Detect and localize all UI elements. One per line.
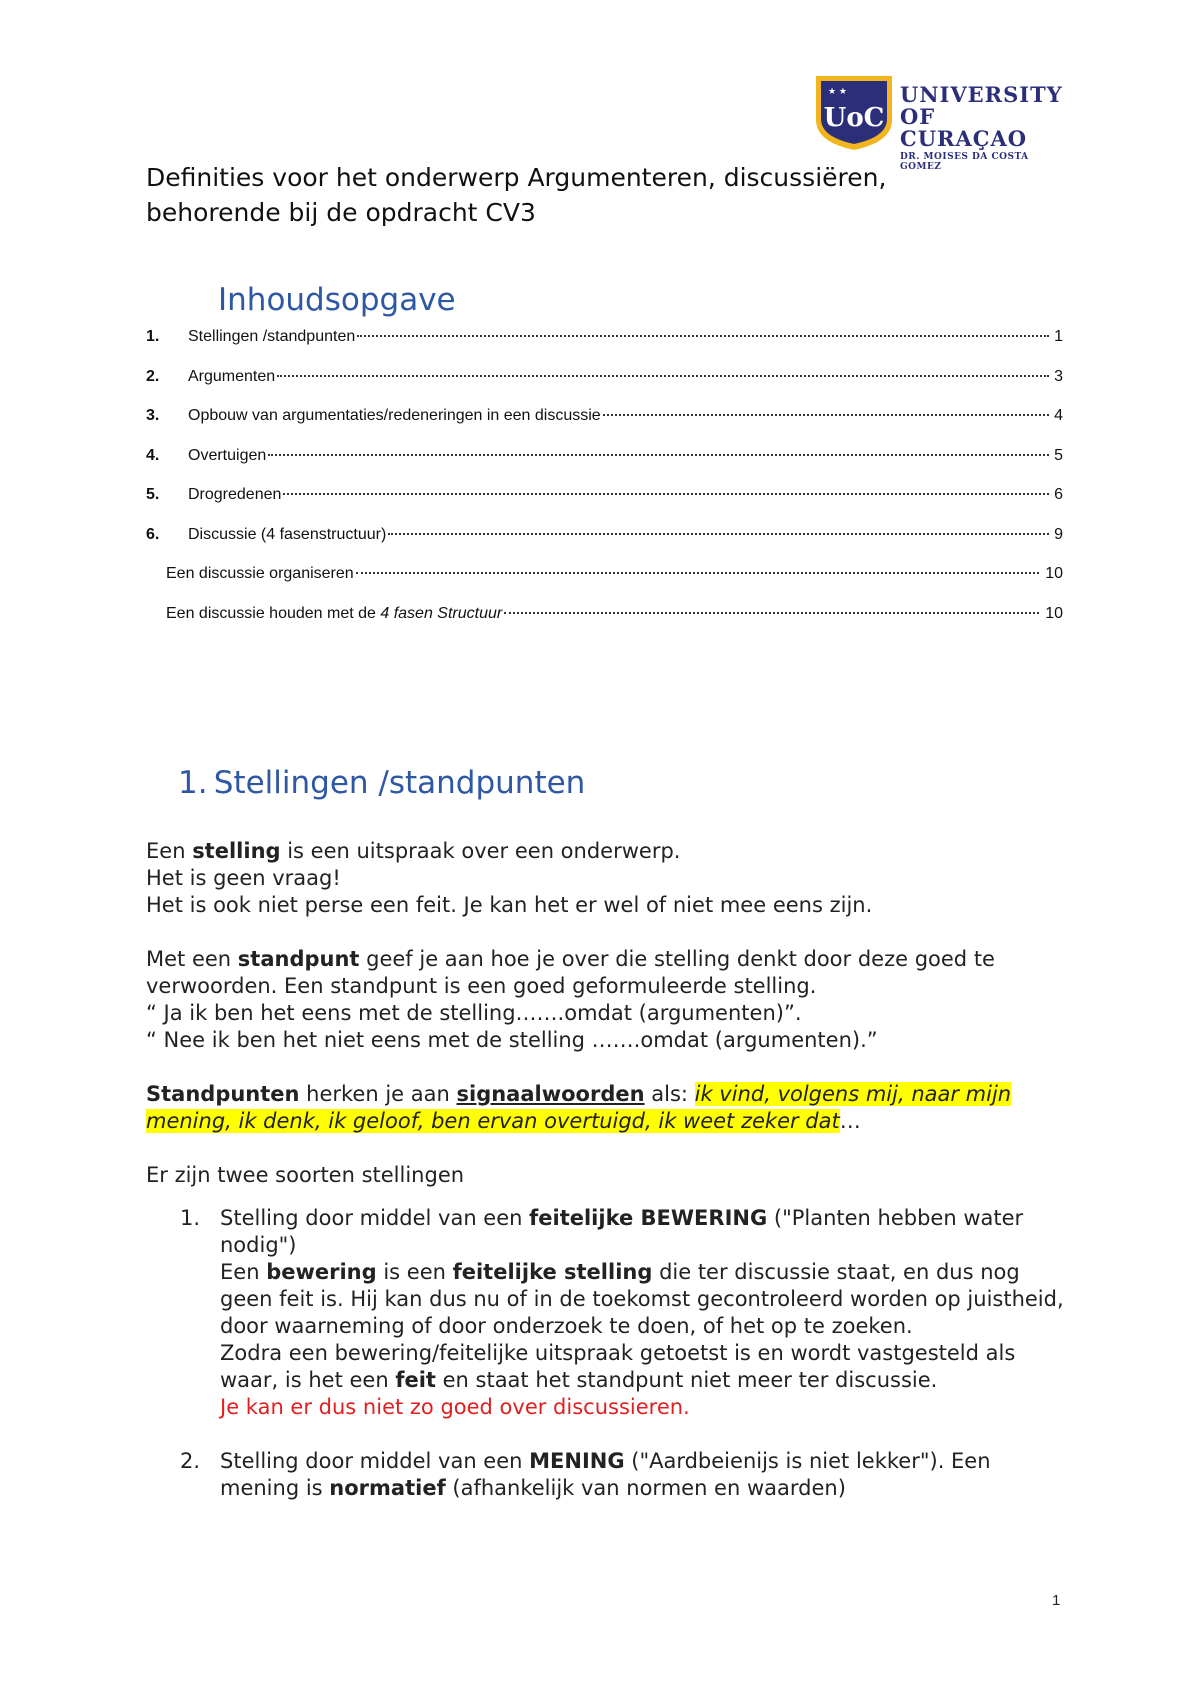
red-note: Je kan er dus niet zo goed over discussieren. <box>220 1395 690 1419</box>
toc-subentry[interactable]: Een discussie houden met de 4 fasen Structuur 10 <box>166 604 1063 622</box>
logo-line-namesake: DR. MOISES DA COSTA GOMEZ <box>900 152 1029 172</box>
section-heading: 1. Stellingen /standpunten <box>178 765 586 801</box>
paragraph: Standpunten herken je aan signaalwoorden als: ik vind, volgens mij, naar mijn mening, ik denk, ik geloof, ben ervan overtuigd, ik weet zeker dat… <box>146 1082 1012 1133</box>
toc-heading: Inhoudsopgave <box>218 282 456 318</box>
toc-entry[interactable]: 4. Overtuigen 5 <box>146 446 1063 464</box>
toc-entry[interactable]: 1. Stellingen /standpunten 1 <box>146 328 1063 345</box>
logo-line-curacao: OF CURAÇAO <box>900 104 1028 151</box>
highlighted-signal-words: ik vind, volgens mij, naar mijn mening, ik denk, ik geloof, ben ervan overtuigd, ik weet zeker dat <box>146 1082 1012 1133</box>
toc-entry[interactable]: 5. Drogredenen 6 <box>146 486 1063 503</box>
toc-entry[interactable]: 2. Argumenten 3 <box>146 367 1063 385</box>
page-number: 1 <box>1052 1592 1061 1609</box>
toc-entry[interactable]: 3. Opbouw van argumentaties/redeneringen in een discussie 4 <box>146 407 1063 424</box>
quote-disagree: “ Nee ik ben het niet eens met de stelling …….omdat (argumenten).” <box>146 1028 878 1052</box>
university-logo <box>812 72 1064 172</box>
toc-entry[interactable]: 6. Discussie (4 fasenstructuur) 9 <box>146 525 1063 543</box>
table-of-contents <box>146 328 1063 644</box>
toc-page-number: 1 <box>1054 328 1063 345</box>
paragraph: Met een standpunt geef je aan hoe je over die stelling denkt door deze goed te verwoorden. Een standpunt is een goed geformuleerde stelling. <box>146 947 995 998</box>
logo-line-university: UNIVERSITY <box>900 82 1063 107</box>
university-shield-icon <box>812 72 896 152</box>
toc-page-number: 4 <box>1054 407 1063 424</box>
toc-page-number: 10 <box>1045 604 1063 622</box>
toc-page-number: 6 <box>1054 486 1063 503</box>
toc-subentry[interactable]: Een discussie organiseren 10 <box>166 565 1063 582</box>
quote-agree: “ Ja ik ben het eens met de stelling…….omdat (argumenten)”. <box>146 1001 802 1025</box>
document-title: Definities voor het onderwerp Argumenteren, discussiëren, behorende bij de opdracht CV3 <box>146 163 887 227</box>
list-item: 1. Stelling door middel van een feitelijke BEWERING ("Planten hebben water nodig") Een bewering is een feitelijke stelling die ter discussie staat, en dus nog geen feit is. Hij kan dus nu of in de toekomst gecontroleerd worden op juistheid, door waarneming of door onderzoek te doen, of het op te zoeken. Zodra een bewering/feitelijke uitspraak getoetst is en wordt vastgesteld als waar, is het een feit en staat het standpunt niet meer ter discussie. Je kan er dus niet zo goed over discussieren. <box>180 1206 1064 1419</box>
toc-page-number: 10 <box>1045 565 1063 582</box>
paragraph: Het is ook niet perse een feit. Je kan het er wel of niet mee eens zijn. <box>146 893 873 917</box>
paragraph: Het is geen vraag! <box>146 866 341 890</box>
paragraph: Er zijn twee soorten stellingen <box>146 1163 465 1187</box>
paragraph: Een stelling is een uitspraak over een onderwerp. <box>146 839 681 863</box>
list-item: 2. Stelling door middel van een MENING ("Aardbeienijs is niet lekker"). Een mening is normatief (afhankelijk van normen en waarden) <box>180 1449 991 1500</box>
toc-page-number: 5 <box>1054 446 1063 464</box>
section-body <box>146 838 1076 1502</box>
toc-page-number: 9 <box>1054 525 1063 543</box>
numbered-list <box>146 1205 1076 1502</box>
toc-page-number: 3 <box>1054 367 1063 385</box>
svg-text:★ ★: ★ ★ <box>828 87 847 97</box>
logo-initials: UoC <box>823 103 885 133</box>
